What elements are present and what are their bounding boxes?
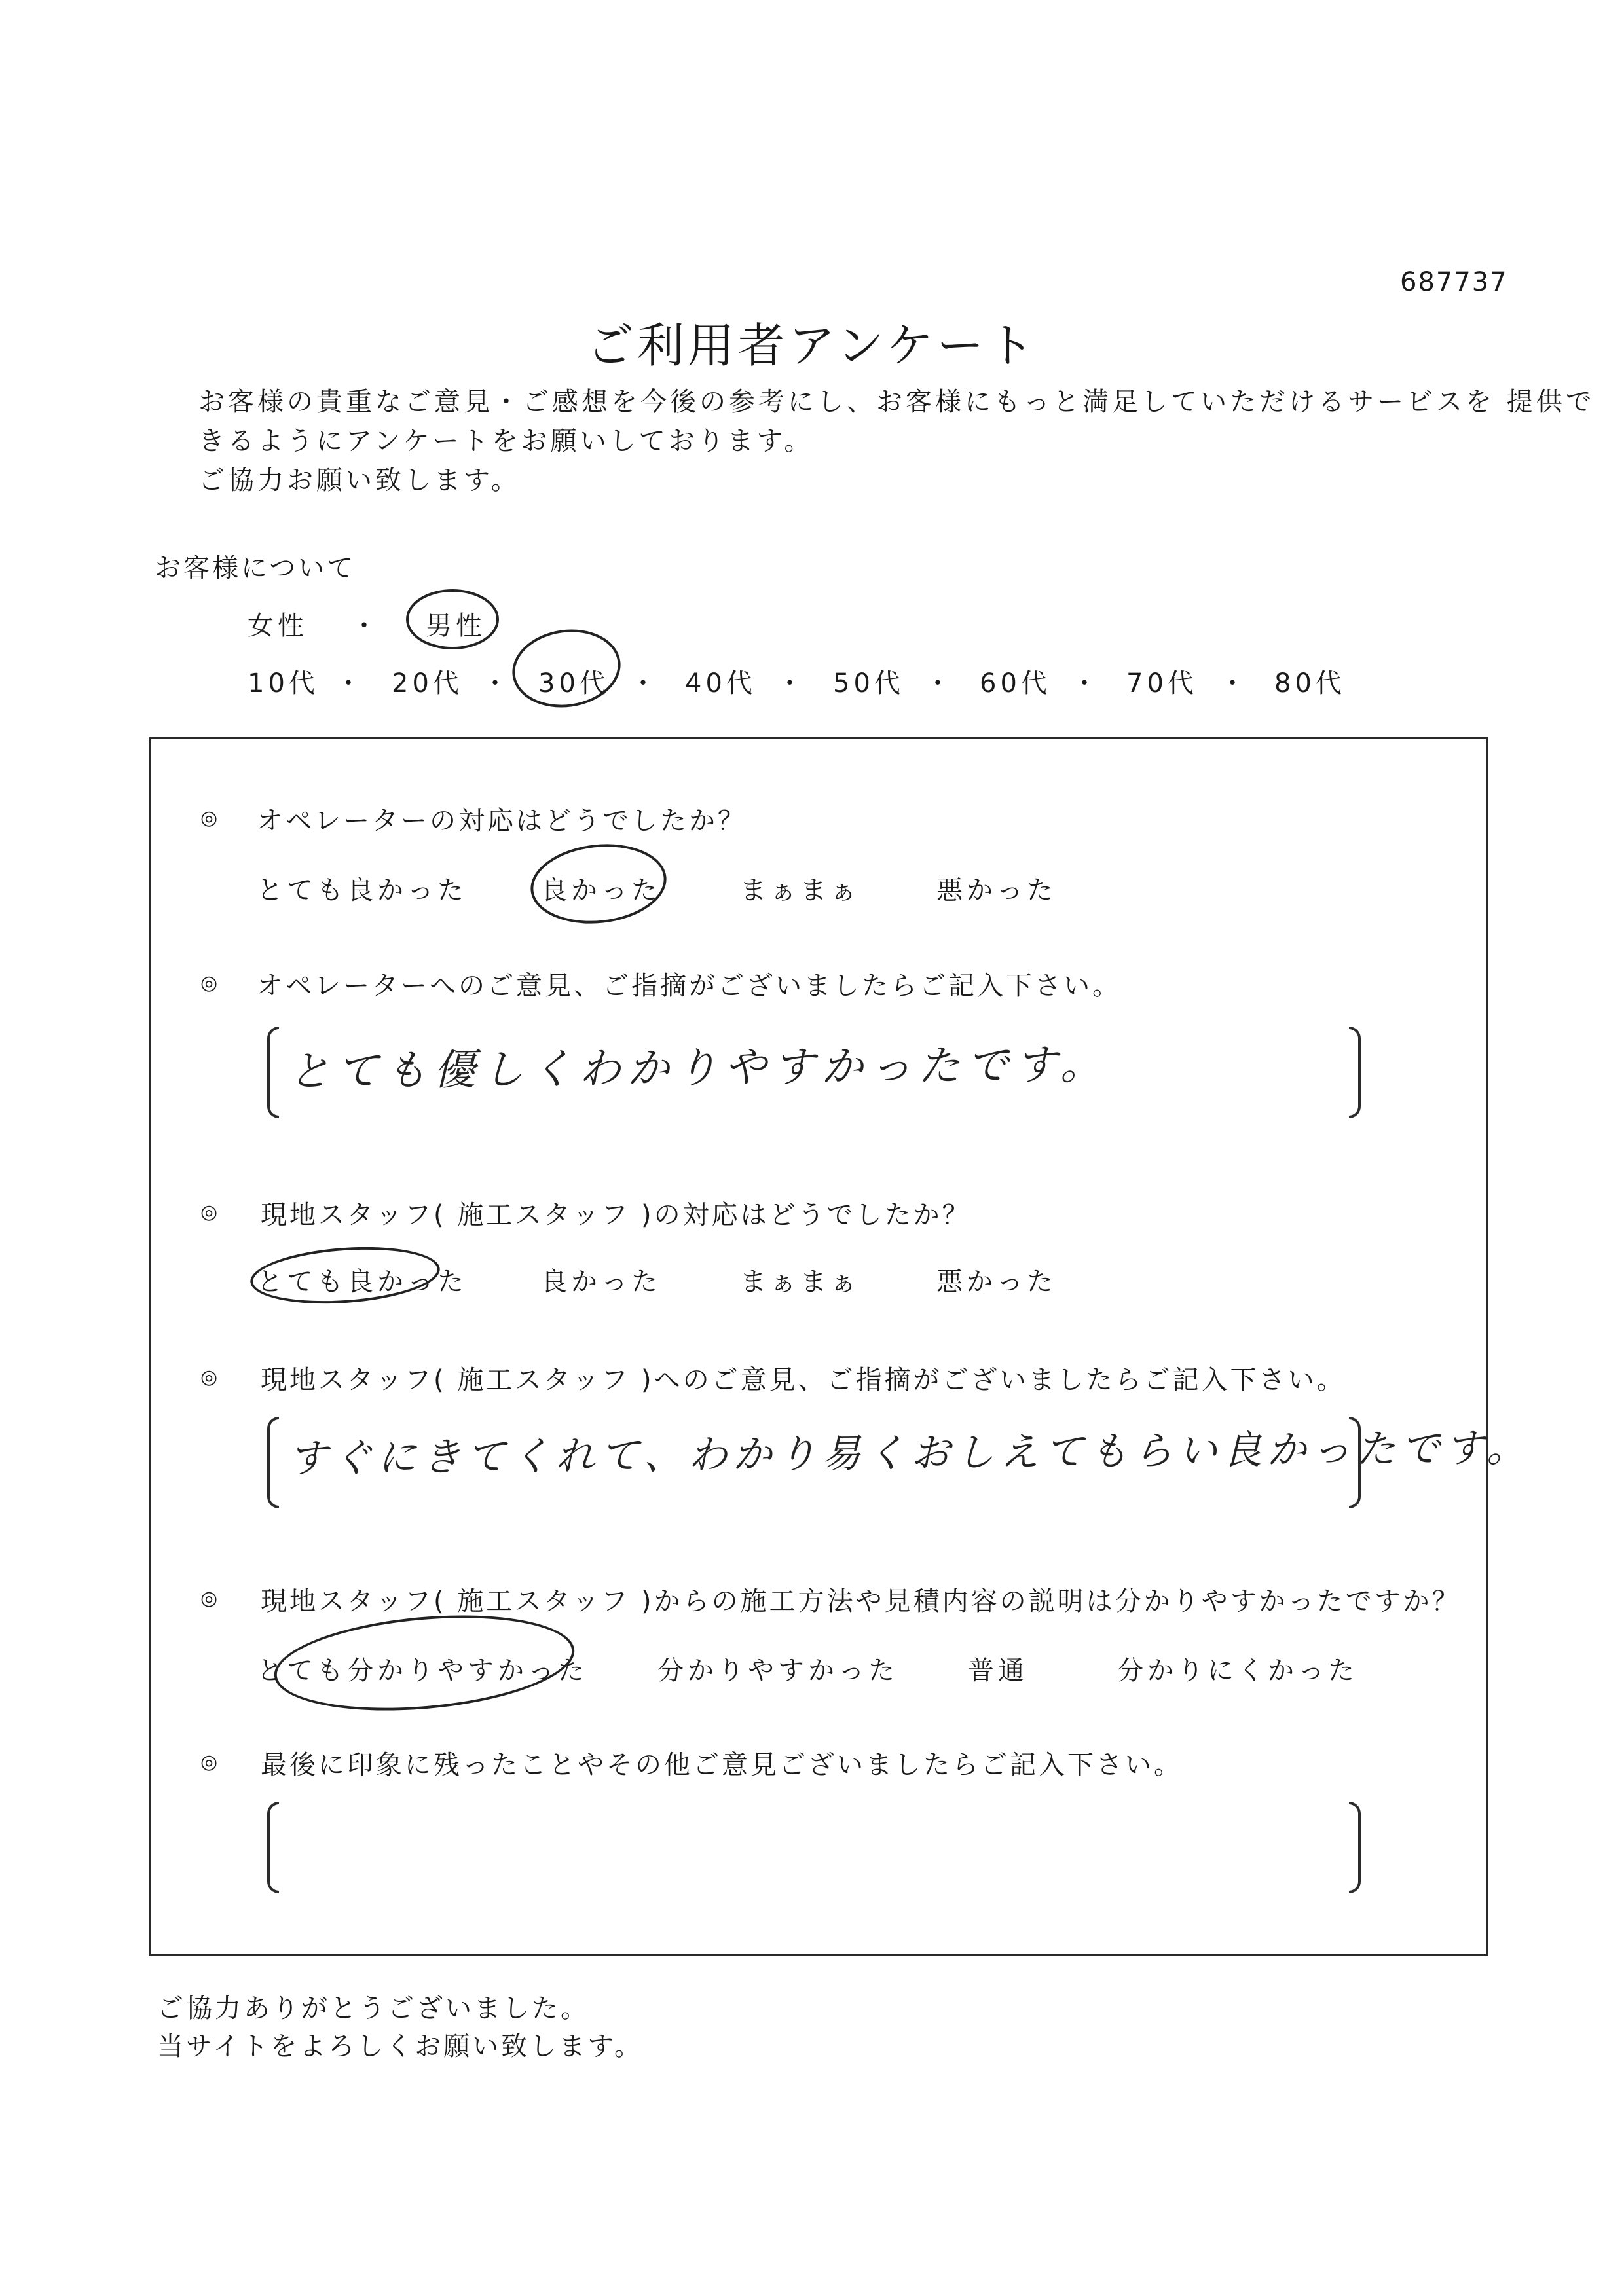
q1-option[interactable]: とても良かった <box>257 875 468 905</box>
q2-question: オペレーターへのご意見、ご指摘がございましたらご記入下さい。 <box>257 971 1121 1001</box>
q5-option[interactable]: 普通 <box>968 1656 1028 1686</box>
closing-line-2: 当サイトをよろしくお願い致します。 <box>157 2032 643 2062</box>
separator: ・ <box>335 668 365 699</box>
separator: ・ <box>777 668 807 699</box>
separator: ・ <box>351 611 381 641</box>
q6-bracket-left <box>267 1802 279 1893</box>
separator: ・ <box>1071 668 1101 699</box>
age-selection-circle <box>507 623 626 714</box>
q5-option[interactable]: とても分かりやすかった <box>257 1656 588 1686</box>
q4-bracket-right <box>1349 1417 1361 1508</box>
age-option[interactable]: 30代 <box>538 668 610 699</box>
q3-option[interactable]: 悪かった <box>936 1267 1057 1297</box>
q2-bracket-right <box>1349 1027 1361 1118</box>
bullet-icon: ◎ <box>200 1587 218 1610</box>
closing-line-1: ご協力ありがとうございました。 <box>157 1994 589 2024</box>
q2-bracket-left <box>267 1027 279 1118</box>
q5-question: 現地スタッフ( 施工スタッフ )からの施工方法や見積内容の説明は分かりやすかったですか？ <box>261 1586 1461 1616</box>
customer-heading: お客様について <box>155 553 356 583</box>
q3-question: 現地スタッフ( 施工スタッフ )の対応はどうでしたか？ <box>261 1200 971 1230</box>
separator: ・ <box>482 668 512 699</box>
intro-line-1: お客様の貴重なご意見・ご感想を今後の参考にし、お客様にもっと満足していただけるサービスを 提供で <box>198 387 1595 417</box>
bullet-icon: ◎ <box>200 1751 218 1774</box>
age-option[interactable]: 40代 <box>685 668 756 699</box>
age-option[interactable]: 60代 <box>980 668 1051 699</box>
q2-handwritten-answer[interactable]: とても優しくわかりやすかったです。 <box>287 1040 1109 1097</box>
separator: ・ <box>1219 668 1249 699</box>
q4-question: 現地スタッフ( 施工スタッフ )へのご意見、ご指摘がございましたらご記入下さい。 <box>261 1365 1346 1395</box>
q4-handwritten-answer[interactable]: すぐにきてくれて、わかり易くおしえてもらい良かったです。 <box>287 1425 1532 1482</box>
gender-selection-circle <box>406 589 499 649</box>
gender-female[interactable]: 女性 <box>248 611 308 641</box>
gender-male[interactable]: 男性 <box>426 611 486 641</box>
q3-option[interactable]: とても良かった <box>257 1267 468 1297</box>
bullet-icon: ◎ <box>200 1201 218 1224</box>
bullet-icon: ◎ <box>200 807 218 829</box>
q1-option[interactable]: まぁまぁ <box>740 875 860 905</box>
bullet-icon: ◎ <box>200 972 218 994</box>
age-option[interactable]: 10代 <box>248 668 319 699</box>
page-title: ご利用者アンケート <box>586 318 1038 373</box>
q4-bracket-left <box>267 1417 279 1508</box>
age-option[interactable]: 80代 <box>1274 668 1346 699</box>
age-option[interactable]: 20代 <box>392 668 463 699</box>
separator: ・ <box>630 668 660 699</box>
age-option[interactable]: 50代 <box>833 668 904 699</box>
intro-line-2: きるようにアンケートをお願いしております。 <box>198 426 814 456</box>
q1-option[interactable]: 悪かった <box>936 875 1057 905</box>
q6-question: 最後に印象に残ったことやその他ご意見ございましたらご記入下さい。 <box>261 1750 1183 1780</box>
intro-line-3: ご協力お願い致します。 <box>198 465 521 496</box>
q1-option[interactable]: 良かった <box>541 875 661 905</box>
separator: ・ <box>925 668 955 699</box>
q3-option[interactable]: 良かった <box>541 1267 661 1297</box>
bullet-icon: ◎ <box>200 1366 218 1389</box>
age-option[interactable]: 70代 <box>1126 668 1198 699</box>
q6-bracket-right <box>1349 1802 1361 1893</box>
q5-option[interactable]: 分かりやすかった <box>657 1656 898 1686</box>
q3-option[interactable]: まぁまぁ <box>740 1267 860 1297</box>
q5-option[interactable]: 分かりにくかった <box>1117 1656 1358 1686</box>
q1-question: オペレーターの対応はどうでしたか？ <box>257 806 747 836</box>
document-id: 687737 <box>1400 267 1508 297</box>
